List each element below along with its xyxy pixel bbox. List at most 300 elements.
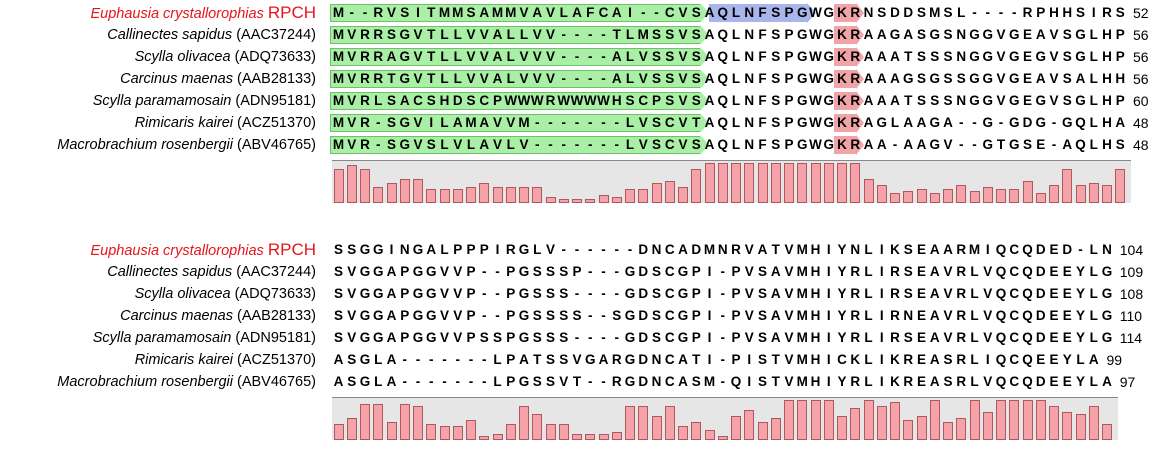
residue: V [943, 308, 953, 323]
residue: - [574, 49, 580, 64]
residue: V [453, 308, 463, 323]
residue: A [916, 137, 927, 152]
residue: P [731, 264, 741, 279]
conservation-bar [532, 414, 542, 440]
residue: C [638, 93, 649, 108]
residue: F [758, 115, 767, 130]
residue: K [837, 93, 847, 108]
residue: Q [995, 264, 1007, 279]
conservation-bar [479, 183, 489, 203]
residue: - [601, 242, 606, 257]
residue: G [677, 308, 689, 323]
species-name: Callinectes sapidus [107, 264, 233, 280]
residue: L [506, 137, 515, 152]
residue: M [332, 71, 345, 86]
residue: M [796, 264, 808, 279]
residue: S [612, 308, 622, 323]
residue: E [1022, 71, 1032, 86]
residue: P [506, 264, 516, 279]
residue: C [1009, 242, 1020, 257]
conservation-bar [705, 430, 715, 440]
residue: A [1035, 71, 1046, 86]
residue-count: 104 [1119, 242, 1144, 258]
residue: L [970, 264, 979, 279]
residue: L [453, 71, 462, 86]
residue: V [347, 93, 357, 108]
residue: G [624, 352, 636, 367]
residue: - [495, 286, 500, 301]
residue: A [704, 93, 715, 108]
residue: G [372, 264, 384, 279]
residue: V [479, 27, 489, 42]
residue: A [611, 5, 622, 20]
residue-count: 97 [1119, 374, 1136, 390]
residue: A [876, 137, 887, 152]
residue: D [691, 242, 702, 257]
residue: L [440, 242, 449, 257]
residue: R [360, 49, 370, 64]
residue: G [1101, 308, 1113, 323]
residue-count: 48 [1133, 115, 1149, 131]
residue: C [1009, 286, 1020, 301]
alignment-row [0, 305, 1166, 327]
residue: A [532, 5, 543, 20]
conservation-bar [1062, 169, 1072, 203]
residue: H [810, 352, 821, 367]
residue: E [1049, 242, 1059, 257]
residue: I [416, 5, 420, 20]
residue: R [956, 264, 967, 279]
residue: I [879, 352, 884, 367]
residue: A [890, 49, 900, 64]
residue: Q [995, 330, 1007, 345]
species-label [0, 24, 316, 46]
residue: N [651, 352, 662, 367]
residue: N [956, 27, 967, 42]
residue: I [985, 352, 990, 367]
residue: A [492, 27, 503, 42]
residue: S [1062, 71, 1072, 86]
residue: V [453, 330, 463, 345]
residue-count: 56 [1133, 27, 1149, 43]
residue: V [347, 137, 357, 152]
residue: C [664, 286, 675, 301]
residue: V [678, 137, 688, 152]
residue: V [744, 308, 754, 323]
residue: N [744, 27, 755, 42]
residue: R [611, 352, 622, 367]
residue: V [545, 71, 555, 86]
residue: R [850, 330, 861, 345]
residue: L [970, 286, 979, 301]
residue: K [890, 374, 900, 389]
residue: P [506, 374, 516, 389]
residue: C [664, 137, 675, 152]
residue: I [826, 330, 831, 345]
residue: C [664, 115, 675, 130]
residue: V [439, 330, 449, 345]
residue: W [597, 93, 610, 108]
residue: D [638, 374, 649, 389]
conservation-bar [890, 193, 900, 203]
residue: R [850, 115, 861, 130]
residue: V [413, 115, 423, 130]
residue: - [362, 5, 368, 20]
conservation-bar [718, 163, 728, 203]
residue-count: 110 [1119, 308, 1143, 324]
residue: G [1075, 27, 1086, 42]
residue: - [614, 286, 619, 301]
residue: N [744, 115, 755, 130]
residue: - [972, 5, 977, 20]
residue: S [347, 352, 357, 367]
residue: P [466, 286, 476, 301]
residue: L [453, 49, 462, 64]
residue: - [574, 115, 580, 130]
residue: L [957, 5, 966, 20]
residue: G [929, 115, 940, 130]
residue: C [664, 352, 675, 367]
residue: G [929, 137, 940, 152]
residue: - [376, 137, 381, 152]
residue: A [704, 137, 715, 152]
residue: - [349, 5, 354, 20]
residue: L [506, 71, 515, 86]
residue: I [826, 286, 831, 301]
conservation-bar [1009, 400, 1019, 440]
residue: V [983, 374, 993, 389]
residue: V [519, 137, 529, 152]
residue: G [1008, 49, 1020, 64]
residue: A [1088, 352, 1099, 367]
residue: R [890, 286, 900, 301]
residue: W [809, 71, 822, 86]
residue: G [677, 286, 689, 301]
residue: S [651, 330, 661, 345]
residue: D [638, 352, 649, 367]
residue: - [482, 308, 487, 323]
species-label [0, 283, 316, 305]
residue: P [466, 308, 476, 323]
residue: C [664, 330, 675, 345]
residue: Q [995, 242, 1007, 257]
residue: G [399, 115, 410, 130]
residue: A [770, 308, 781, 323]
conservation-bar [466, 420, 476, 440]
residue: L [731, 49, 741, 64]
residue: I [879, 308, 884, 323]
species-label [0, 134, 316, 156]
residue: H [1102, 49, 1112, 64]
residue: V [1049, 49, 1059, 64]
residue: - [574, 286, 580, 301]
conservation-bar [546, 424, 556, 440]
residue: - [601, 115, 606, 130]
residue: V [996, 71, 1006, 86]
residue: V [1049, 27, 1059, 42]
residue: G [823, 49, 834, 64]
residue: L [1089, 264, 1098, 279]
residue: A [757, 242, 768, 257]
residue: N [651, 242, 662, 257]
residue: - [1012, 5, 1017, 20]
residue: F [758, 137, 767, 152]
residue: G [399, 71, 410, 86]
residue: I [879, 242, 884, 257]
residue: V [638, 49, 648, 64]
residue: - [614, 242, 619, 257]
residue: - [588, 71, 593, 86]
residue: V [506, 115, 516, 130]
residue: A [598, 352, 609, 367]
residue: G [359, 242, 371, 257]
accession-label: RPCH [267, 240, 316, 259]
residue: S [771, 49, 781, 64]
residue: R [903, 352, 914, 367]
residue: V [559, 374, 569, 389]
residue: S [1075, 5, 1085, 20]
residue: R [850, 49, 861, 64]
residue: P [466, 242, 476, 257]
residue: N [903, 308, 914, 323]
residue: E [1049, 308, 1059, 323]
residue: L [970, 308, 979, 323]
residue: P [479, 242, 489, 257]
residue: M [929, 5, 941, 20]
residue: A [519, 352, 529, 367]
residue: R [850, 286, 861, 301]
residue: L [440, 49, 449, 64]
residue: A [876, 27, 887, 42]
residue: M [332, 137, 345, 152]
residue: M [518, 115, 530, 130]
residue: G [876, 115, 887, 130]
conservation-bar [837, 416, 847, 440]
alignment-row [0, 112, 1166, 134]
residue: S [400, 5, 410, 20]
residue: V [744, 330, 754, 345]
residue: - [959, 137, 964, 152]
residue: A [1035, 27, 1046, 42]
residue: V [784, 286, 794, 301]
residue: D [1035, 286, 1046, 301]
species-label [0, 327, 316, 349]
residue: G [677, 264, 689, 279]
residue: T [996, 137, 1006, 152]
conservation-bar [400, 179, 410, 203]
residue: A [479, 5, 490, 20]
residue: S [333, 286, 343, 301]
residue: R [360, 115, 370, 130]
residue: M [332, 27, 345, 42]
residue: V [784, 374, 794, 389]
residue: S [545, 352, 555, 367]
conservation-bar [400, 404, 410, 440]
residue: A [863, 49, 874, 64]
conservation-bar [1062, 412, 1072, 440]
residue: G [902, 71, 914, 86]
residue: S [930, 93, 940, 108]
accession-label: (ADN95181) [235, 330, 316, 346]
residue: F [758, 93, 767, 108]
residue: R [890, 330, 900, 345]
conservation-bar [837, 163, 847, 203]
conservation-bar [811, 400, 821, 440]
residue: Q [1022, 286, 1033, 301]
residue: S [651, 286, 661, 301]
residue: A [1075, 71, 1086, 86]
residue: L [1076, 352, 1085, 367]
residue: A [386, 352, 397, 367]
conservation-bar [1076, 185, 1086, 203]
residue: - [455, 352, 460, 367]
residue: S [903, 286, 913, 301]
residue: A [943, 115, 953, 130]
residue: G [677, 330, 689, 345]
species-name: Scylla olivacea [134, 49, 231, 65]
residue: S [1022, 137, 1032, 152]
residue: G [518, 330, 530, 345]
residue: L [1089, 49, 1098, 64]
residue: - [561, 71, 566, 86]
residue: - [588, 330, 593, 345]
residue: I [826, 374, 831, 389]
residue: Q [1022, 330, 1033, 345]
residue: E [916, 286, 926, 301]
residue: E [1049, 374, 1059, 389]
residue: P [506, 286, 516, 301]
residue: - [588, 374, 593, 389]
residue: G [584, 352, 596, 367]
residue: H [1062, 5, 1073, 20]
residue: A [704, 115, 715, 130]
residue: - [720, 286, 725, 301]
residue: - [574, 27, 580, 42]
residue: V [983, 286, 993, 301]
residue: M [796, 374, 808, 389]
residue: S [771, 71, 781, 86]
residue: L [890, 115, 900, 130]
residue: G [412, 286, 424, 301]
residue: M [332, 49, 345, 64]
residue: D [1035, 242, 1046, 257]
residue: H [1102, 27, 1112, 42]
residue: V [678, 27, 688, 42]
conservation-bar [493, 434, 503, 440]
conservation-track [332, 397, 1118, 440]
residue: S [1062, 27, 1072, 42]
residue: V [545, 5, 555, 20]
conservation-bar [665, 406, 675, 440]
species-label [0, 90, 316, 112]
residue: - [429, 374, 434, 389]
residue: I [826, 308, 831, 323]
residue: S [479, 330, 489, 345]
species-label [0, 349, 316, 371]
residue: L [970, 374, 979, 389]
alignment-row [0, 134, 1166, 156]
residue: P [1036, 5, 1046, 20]
residue: V [347, 71, 357, 86]
residue: G [982, 115, 993, 130]
residue: S [386, 137, 396, 152]
residue: A [876, 71, 887, 86]
residue: L [506, 49, 515, 64]
conservation-bar [638, 406, 648, 440]
residue: I [985, 242, 990, 257]
conservation-bar [903, 420, 913, 440]
residue: L [625, 49, 635, 64]
residue: G [1101, 286, 1113, 301]
residue: S [532, 308, 542, 323]
species-name: Macrobrachium rosenbergii [57, 137, 233, 153]
conservation-bar [864, 400, 874, 440]
residue: - [1078, 242, 1083, 257]
residue: E [1049, 330, 1059, 345]
residue: A [386, 374, 397, 389]
residue: L [970, 352, 979, 367]
residue: N [863, 5, 874, 20]
residue: S [426, 137, 436, 152]
residue: - [482, 286, 487, 301]
residue: D [903, 5, 914, 20]
species-label [0, 2, 316, 25]
residue: L [625, 27, 635, 42]
residue: - [548, 115, 553, 130]
residue: H [611, 93, 622, 108]
residue: S [559, 330, 569, 345]
conservation-bar [811, 163, 821, 203]
residue: P [400, 264, 410, 279]
residue: R [956, 308, 967, 323]
residue: L [625, 115, 635, 130]
residue: M [796, 330, 808, 345]
residue: C [598, 5, 609, 20]
residue: - [588, 49, 593, 64]
conservation-bar [519, 187, 529, 203]
residue: V [996, 49, 1006, 64]
residue: W [809, 137, 822, 152]
residue-count: 48 [1133, 137, 1149, 153]
conservation-bar [625, 406, 635, 440]
residue-count: 109 [1119, 264, 1144, 280]
residue: A [386, 330, 397, 345]
conservation-bar [930, 193, 940, 203]
residue: E [1062, 374, 1072, 389]
residue: K [837, 115, 847, 130]
residue: G [624, 308, 636, 323]
residue: V [996, 93, 1006, 108]
conservation-bar [1089, 406, 1099, 440]
residue: Q [995, 286, 1007, 301]
residue: V [983, 330, 993, 345]
residue: S [347, 242, 357, 257]
alignment-row [0, 349, 1166, 371]
residue: S [545, 286, 555, 301]
residue: G [518, 374, 530, 389]
residue: G [412, 308, 424, 323]
residue: L [864, 286, 873, 301]
residue: A [678, 374, 688, 389]
residue: G [1101, 264, 1113, 279]
residue: - [998, 5, 1004, 20]
residue: N [850, 242, 861, 257]
alignment-row [0, 46, 1166, 68]
residue: L [466, 137, 476, 152]
residue: - [561, 49, 566, 64]
residue-count: 56 [1133, 49, 1149, 65]
conservation-bar [917, 189, 927, 203]
